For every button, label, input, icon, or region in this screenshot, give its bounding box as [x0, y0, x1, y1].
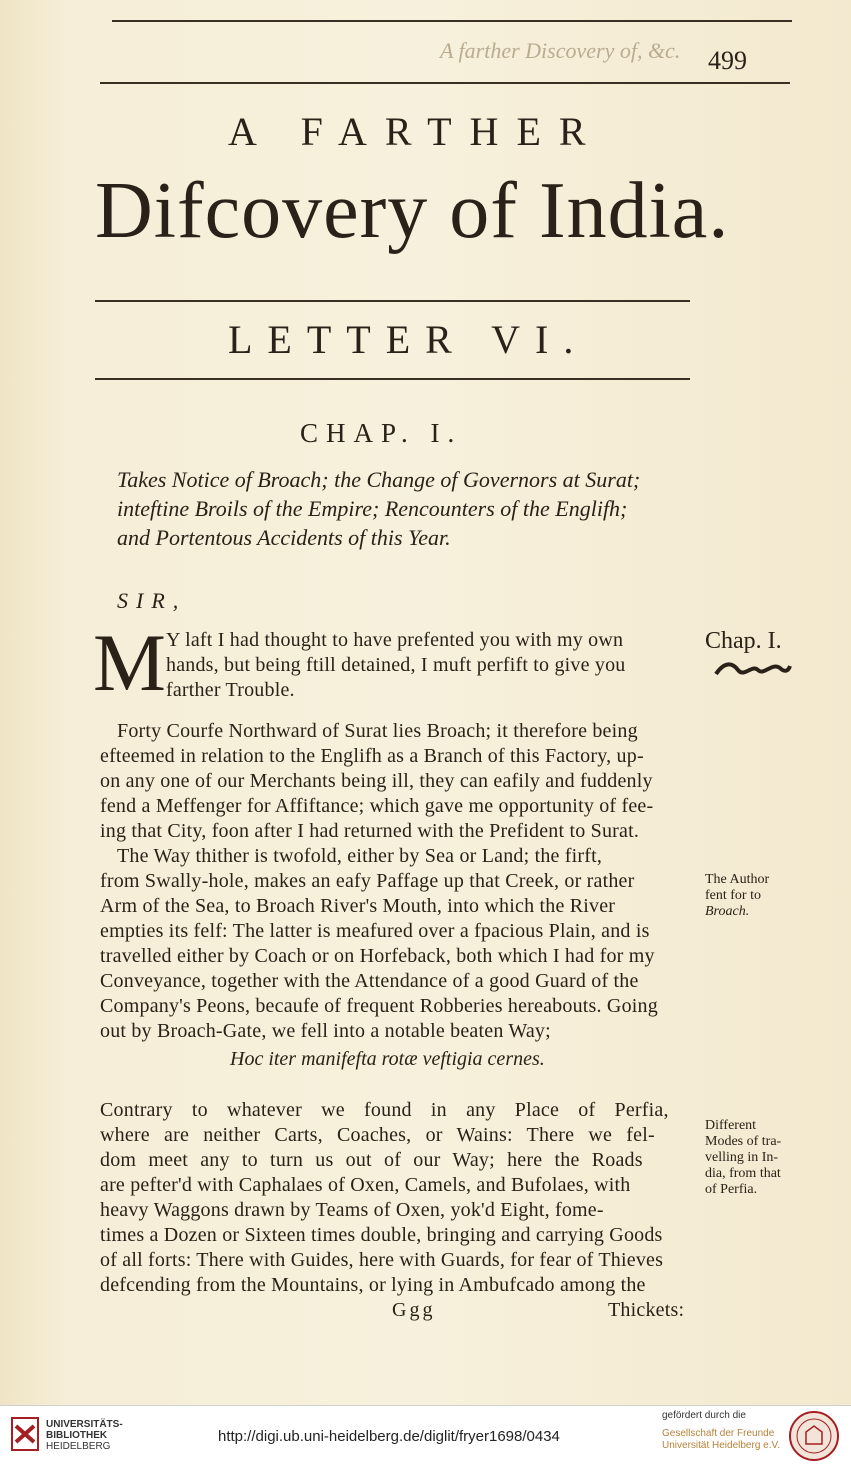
- body-line: Contrary to whatever we found in any Place of Perfia,: [100, 1099, 669, 1121]
- header-rule-bottom: [100, 82, 790, 84]
- margin-note-line: Different: [705, 1118, 757, 1133]
- body-line: defcending from the Mountains, or lying in Ambufcado among the: [100, 1274, 646, 1296]
- body-line: Forty Courfe Northward of Surat lies Broach; it therefore being: [117, 720, 638, 742]
- chapter-heading: CHAP. I.: [300, 418, 463, 448]
- body-line: dom meet any to turn us out of our Way; here the Roads: [100, 1149, 643, 1171]
- running-title: A farther Discovery of, &c.: [440, 38, 681, 63]
- body-line: out by Broach-Gate, we fell into a notable beaten Way;: [100, 1020, 551, 1042]
- margin-note-line: The Author: [705, 872, 770, 887]
- summary-line: inteftine Broils of the Empire; Rencounters of the Englifh;: [117, 496, 628, 521]
- body-line: where are neither Carts, Coaches, or Wains: There we fel-: [100, 1124, 655, 1146]
- body-line: Company's Peons, becaufe of frequent Robberies hereabouts. Going: [100, 995, 658, 1017]
- page-number: 499: [708, 46, 747, 75]
- summary-line: Takes Notice of Broach; the Change of Governors at Surat;: [117, 467, 641, 492]
- footer-bar: [0, 1405, 851, 1466]
- library-name-line: HEIDELBERG: [46, 1441, 111, 1452]
- body-line: Conveyance, together with the Attendance of a good Guard of the: [100, 970, 639, 992]
- body-line: of all forts: There with Guides, here with Guards, for fear of Thieves: [100, 1249, 664, 1271]
- body-line: The Way thither is twofold, either by Sea or Land; the firft,: [117, 845, 603, 867]
- body-line: are pefter'd with Caphalaes of Oxen, Camels, and Bufolaes, with: [100, 1174, 631, 1196]
- opening-line: farther Trouble.: [166, 679, 295, 701]
- margin-note-line: dia, from that: [705, 1166, 781, 1181]
- library-logo-icon: [10, 1416, 40, 1452]
- title-rule-bottom: [95, 378, 690, 380]
- ornament-icon: [714, 660, 792, 678]
- body-line: heavy Waggons drawn by Teams of Oxen, yok'd Eight, fome-: [100, 1199, 604, 1221]
- body-line: times a Dozen or Sixteen times double, bringing and carrying Goods: [100, 1224, 663, 1246]
- letter-heading: LETTER VI.: [228, 317, 589, 362]
- margin-note-line: velling in In-: [705, 1150, 779, 1165]
- marginal-chapter: Chap. I.: [705, 628, 782, 654]
- library-name-line: BIBLIOTHEK: [46, 1430, 108, 1441]
- funded-by-label: gefördert durch die: [662, 1410, 746, 1421]
- margin-note-line: Modes of tra-: [705, 1134, 782, 1149]
- body-line: travelled either by Coach or on Horfeback, both which I had for my: [100, 945, 655, 967]
- society-name-line: Universität Heidelberg e.V.: [662, 1440, 781, 1451]
- title-line-2: Difcovery of India.: [95, 167, 730, 255]
- body-line: efteemed in relation to the Englifh as a Branch of this Factory, up-: [100, 745, 644, 767]
- digitization-url-link[interactable]: http://digi.ub.uni-heidelberg.de/diglit/fryer1698/0434: [218, 1428, 560, 1445]
- body-line: Arm of the Sea, to Broach River's Mouth, into which the River: [100, 895, 616, 917]
- body-line: on any one of our Merchants being ill, they can eafily and fuddenly: [100, 770, 653, 792]
- summary-line: and Portentous Accidents of this Year.: [117, 525, 451, 550]
- body-line: empties its felf: The latter is meafured over a fpacious Plain, and is: [100, 920, 650, 942]
- title-line-1: A FARTHER: [228, 109, 604, 154]
- opening-line: Y laft I had thought to have prefented you with my own: [166, 629, 624, 651]
- catchword: Thickets:: [608, 1299, 685, 1321]
- margin-note-line: Broach.: [705, 904, 750, 919]
- margin-note-line: of Perfia.: [705, 1182, 758, 1197]
- body-line: from Swally-hole, makes an eafy Paffage up that Creek, or rather: [100, 870, 635, 892]
- header-rule-top: [112, 20, 792, 22]
- body-line: ing that City, foon after I had returned with the Prefident to Surat.: [100, 820, 640, 842]
- society-name-line: Gesellschaft der Freunde: [662, 1428, 775, 1439]
- signature-mark: Ggg: [392, 1299, 436, 1321]
- margin-note-line: fent for to: [705, 888, 761, 903]
- latin-quote: Hoc iter manifefta rotæ veftigia cernes.: [230, 1048, 545, 1070]
- opening-line: hands, but being ftill detained, I muft perfift to give you: [166, 654, 626, 676]
- drop-cap: M: [93, 617, 166, 708]
- title-rule-top: [95, 300, 690, 302]
- salutation: SIR,: [117, 588, 187, 613]
- society-seal-icon: [788, 1410, 840, 1462]
- body-line: fend a Meffenger for Affiftance; which gave me opportunity of fee-: [100, 795, 654, 817]
- library-name-line: UNIVERSITÄTS-: [46, 1419, 123, 1430]
